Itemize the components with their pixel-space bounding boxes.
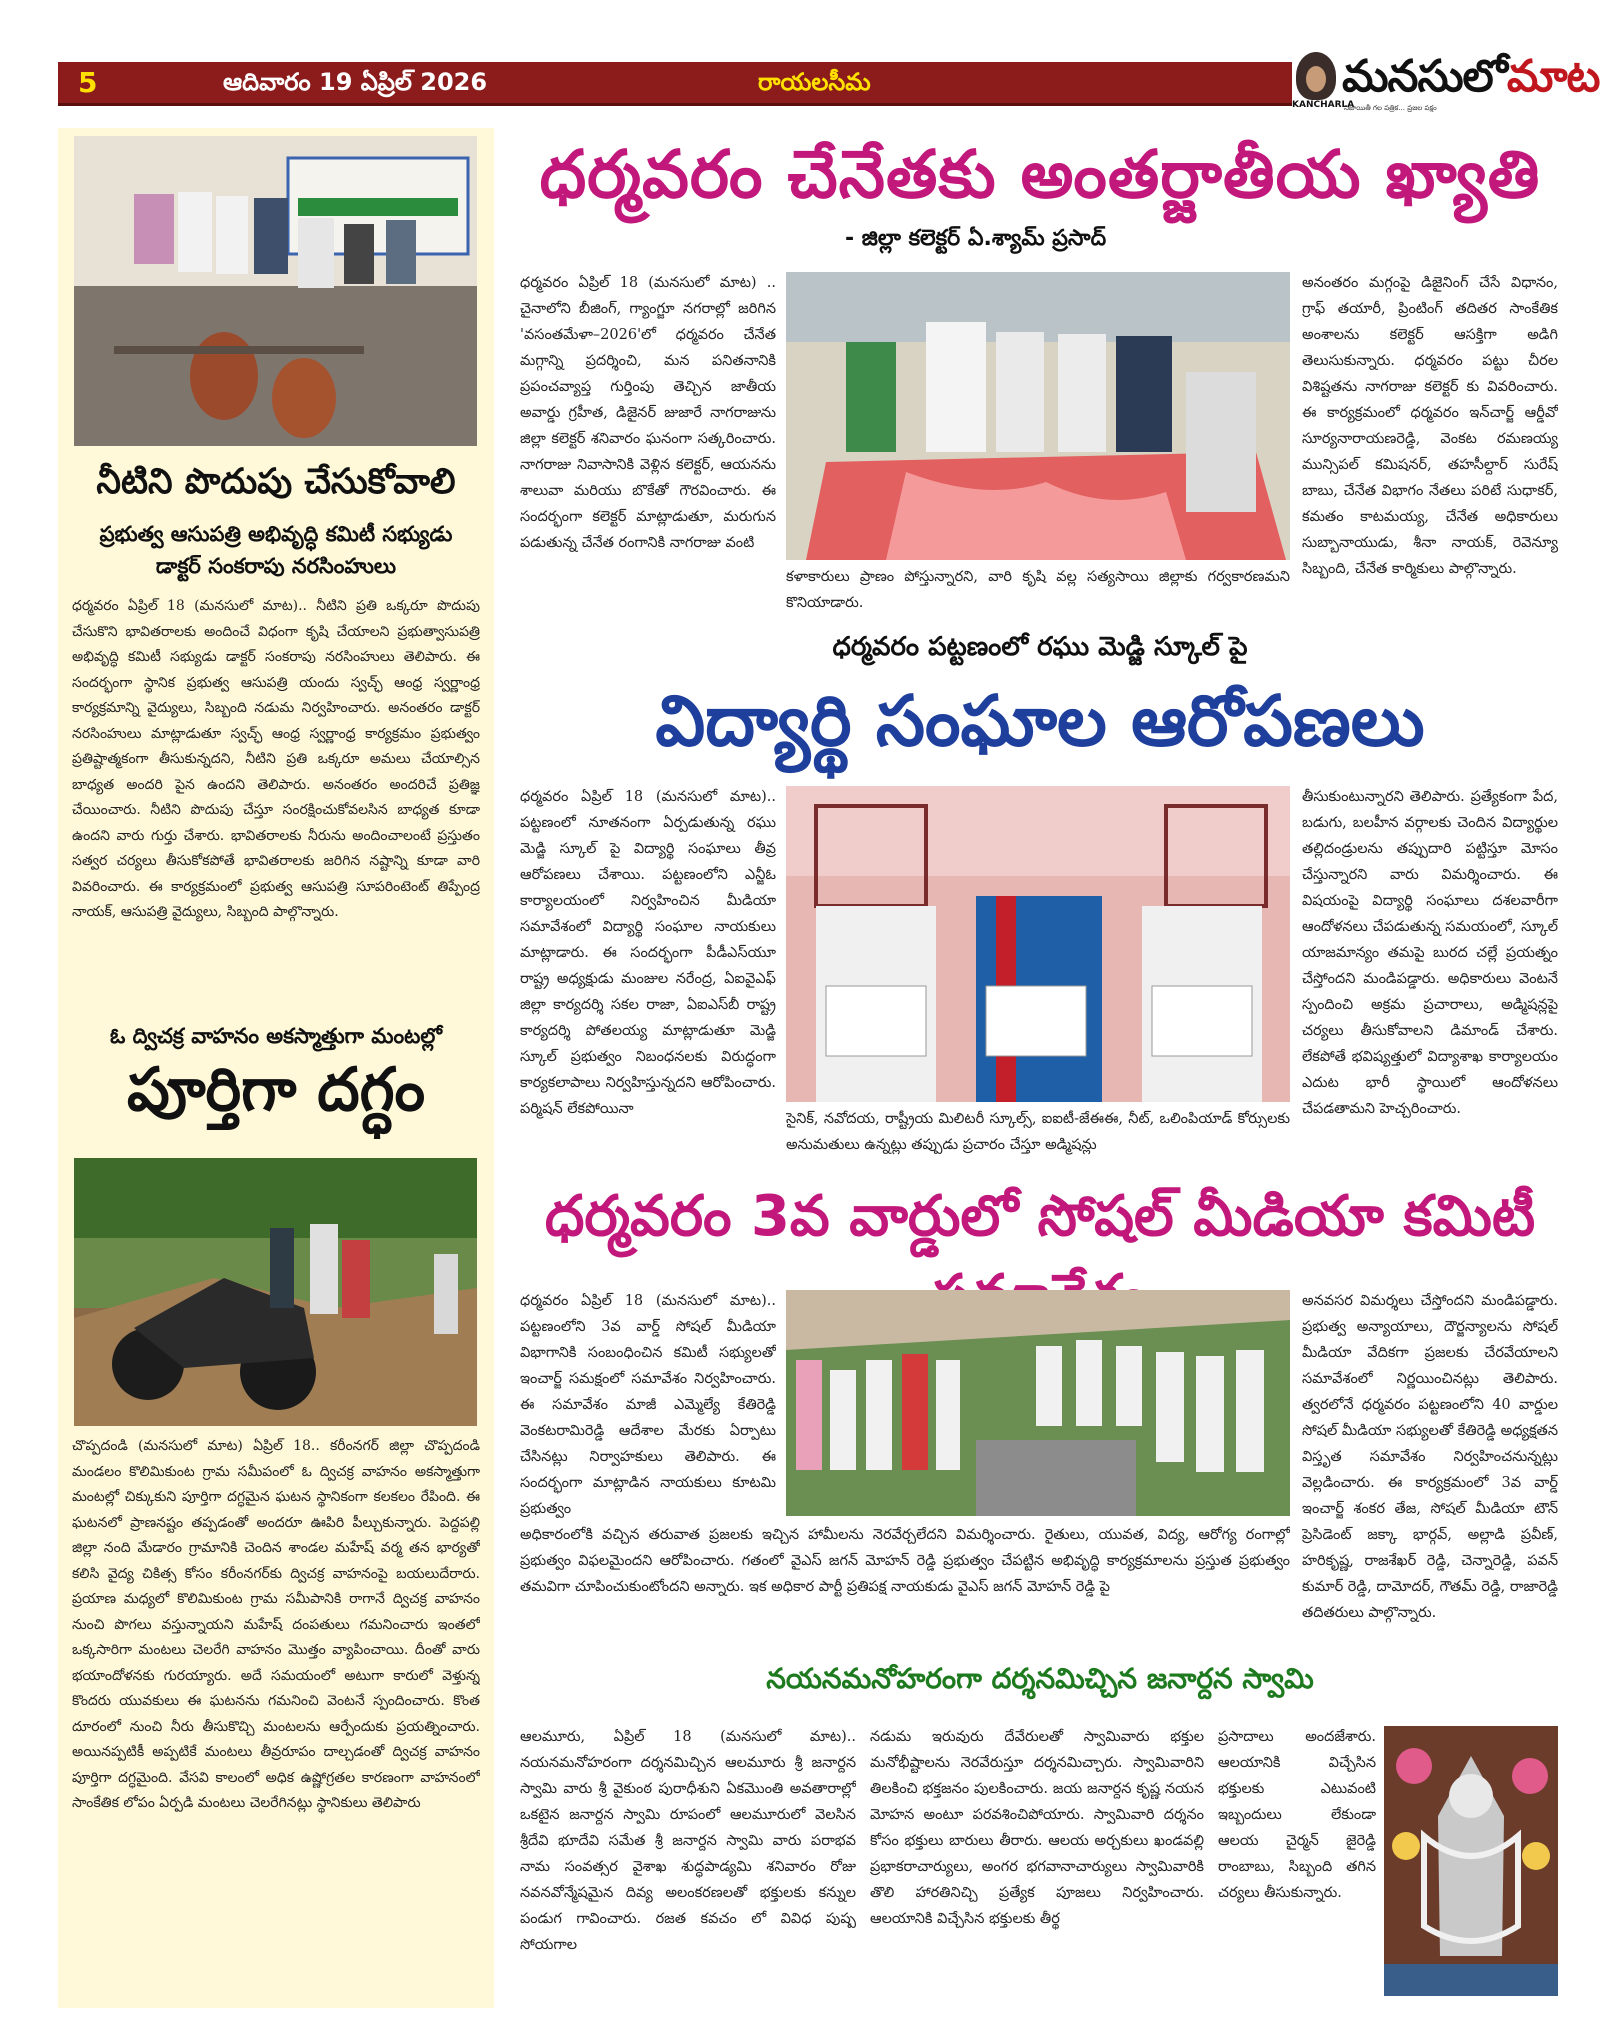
story1-headline: నీటిని పొదుపు చేసుకోవాలి (96, 462, 456, 502)
page-number: 5 (78, 66, 98, 99)
story-c-wide: అధికారంలోకి వచ్చిన తరువాత ప్రజలకు ఇచ్చిన హామీలను నెరవేర్చలేదని విమర్శించారు. రైతులు, యువత, విద్య, ఆరోగ్య రంగాల్లో ప్రభుత్వం విఫలమైందని ఆరోపించారు. గతంలో వైఎస్ జగన్ మోహన్ రెడ్డి ప్రభుత్వం చేపట్టిన అభివృద్ధి కార్యక్రమాలను ప్రస్తుత ప్రభుత్వం తమవిగా చూపించుకుంటోందని అన్నారు. ఇక అధికార పార్టీ ప్రతిపక్ష నాయకుడు వైఎస్ జగన్ మోహన్ రెడ్డి పై (520, 1527, 1290, 1595)
header-band (58, 62, 1298, 106)
story2-kicker: ఓ ద్విచక్ర వాహనం అకస్మాత్తుగా మంటల్లో (110, 1024, 442, 1048)
story-d-col3: ప్రసాదాలు అందజేశారు. ఆలయానికి విచ్చేసిన భక్తులకు ఎటువంటి ఇబ్బందులు లేకుండా ఆలయ చైర్మన్ జైరెడ్డి రాంబాబు, సిబ్బంది తగిన చర్యలు తీసుకున్నారు. (1218, 1729, 1376, 1901)
story-b-col1: ధర్మవరం ఏప్రిల్ 18 (మనసులో మాట).. పట్టణంలో నూతనంగా ఏర్పడుతున్న రఘు మెడ్జి స్కూల్ పై విద్యార్థి సంఘాలు తీవ్ర ఆరోపణలు చేశాయి. పట్టణంలోని ఎన్జీఓ కార్యాలయంలో నిర్వహించిన మీడియా సమావేశంలో విద్యార్థి సంఘాల నాయకులు మాట్లాడారు. ఈ సందర్భంగా పీడీఎస్‌యూ రాష్ట్ర అధ్యక్షుడు మంజుల నరేంద్ర, ఏఐవైఎఫ్ జిల్లా కార్యదర్శి సకల రాజా, ఏఐఎస్‌బీ రాష్ట్ర కార్యదర్శి పోతలయ్య మాట్లాడుతూ మెడ్జి స్కూల్ ప్రభుత్వం నిబంధనలకు విరుద్ధంగా కార్యకలాపాలు నిర్వహిస్తున్నదని ఆరోపించారు. పర్మిషన్ లేకపోయినా (520, 789, 776, 1117)
story2-body: చొప్పదండి (మనసులో మాట) ఏప్రిల్ 18.. కరీంనగర్ జిల్లా చొప్పదండి మండలం కొలిమికుంట గ్రామ సమీపంలో ఓ ద్విచక్ర వాహనం అకస్మాత్తుగా మంటల్లో చిక్కుకుని పూర్తిగా దగ్ధమైన ఘటన స్థానికంగా కలకలం రేపింది. ఈ ఘటనలో ప్రాణనష్టం తప్పడంతో అందరూ ఊపిరి పీల్చుకున్నారు. పెద్దపల్లి జిల్లా నంది మేడారం గ్రామానికి చెందిన శాండల మహేష్ వర్మ తన భార్యతో కలిసి వైద్య చికిత్స కోసం కరీంనగర్‌కు ద్విచక్ర వాహనంపై బయలుదేరారు. ప్రయాణ మధ్యలో కొలిమికుంట గ్రామ సమీపానికి రాగానే ద్విచక్ర వాహనం నుంచి పొగలు వస్తున్నాయని మహేష్ దంపతులు గమనించారు ఇంతలో ఒక్కసారిగా మంటలు చెలరేగి వాహనం మొత్తం వ్యాపించాయి. దీంతో వారు భయాందోళనకు గురయ్యారు. అదే సమయంలో అటుగా కారులో వెళ్తున్న కొందరు యువకులు ఈ ఘటనను గమనించి వెంటనే స్పందించారు. కొంత దూరంలో నుంచి నీరు తీసుకొచ్చి మంటలను ఆర్పేందుకు ప్రయత్నించారు. అయినప్పటికీ అప్పటికే మంటలు తీవ్రరూపం దాల్చడంతో ద్విచక్ర వాహనం పూర్తిగా దగ్ధమైంది. వేసవి కాలంలో అధిక ఉష్ణోగ్రతల కారణంగా వాహనంలో సాంకేతిక లోపం ఏర్పడి మంటలు చెలరేగినట్లు స్థానికులు తెలిపారు (72, 1438, 480, 1811)
janardhana-swamy-photo (1384, 1726, 1558, 1996)
burnt-bike-photo (74, 1158, 477, 1426)
story-b-col2: సైనిక్, నవోదయ, రాష్ట్రీయ మిలిటరీ స్కూల్స్, ఐఐటీ-జేఈఈ, నీట్, ఒలింపియాడ్ కోర్సులకు అనుమతులు ఉన్నట్లు తప్పుడు ప్రచారం చేస్తూ అడ్మిషన్లు (786, 1111, 1290, 1153)
story2-headline: పూర్తిగా దగ్ధం (126, 1055, 426, 1125)
story-a-col3: అనంతరం మగ్గంపై డిజైనింగ్ చేసే విధానం, గ్రాఫ్ తయారీ, ప్రింటింగ్ తదితర సాంకేతిక అంశాలను కలెక్టర్ ఆసక్తిగా అడిగి తెలుసుకున్నారు. ధర్మవరం పట్టు చీరల విశిష్టతను నాగరాజు కలెక్టర్ కు వివరించారు. ఈ కార్యక్రమంలో ధర్మవరం ఇన్‌చార్జ్ ఆర్డీవో సూర్యనారాయణరెడ్డి, వెంకట రమణయ్య మున్సిపల్ కమిషనర్, తహసీల్దార్ సురేష్ బాబు, చేనేత విభాగం నేతలు పరిటే సుధాకర్, కమతం కాటమయ్య, చేనేత అధికారులు సుబ్బానాయుడు, శీనా నాయక్, రెవెన్యూ సిబ్బంది, చేనేత కార్మికులు పాల్గొన్నారు. (1302, 275, 1558, 577)
student-unions-photo (786, 786, 1290, 1102)
story-a-col1: ధర్మవరం ఏప్రిల్ 18 (మనసులో మాట) .. చైనాలోని బీజింగ్, గ్యాంగ్జూ నగరాల్లో జరిగిన 'వసంతమేళా–2026'లో ధర్మవరం చేనేత మగ్గాన్ని ప్రదర్శించి, మన పనితనానికి ప్రపంచవ్యాప్త గుర్తింపు తెచ్చిన జాతీయ అవార్డు గ్రహీత, డిజైనర్ జుజారే నాగరాజును జిల్లా కలెక్టర్ శనివారం ఘనంగా సత్కరించారు. నాగరాజు నివాసానికి వెళ్లిన కలెక్టర్, ఆయనను శాలువా మరియు బొకేతో గౌరవించారు. ఈ సందర్భంగా కలెక్టర్ మాట్లాడుతూ, మరుగున పడుతున్న చేనేత రంగానికి నాగరాజు వంటి (520, 275, 776, 551)
story-b-col3: తీసుకుంటున్నారని తెలిపారు. ప్రత్యేకంగా పేద, బడుగు, బలహీన వర్గాలకు చెందిన విద్యార్థుల తల్లిదండ్రులను తప్పుదారి పట్టిస్తూ మోసం చేస్తున్నారని వారు విమర్శించారు. ఈ విషయంపై విద్యార్థి సంఘాలు దశలవారీగా ఆందోళనలు చేపడుతున్న సమయంలో, స్కూల్ యాజమాన్యం తమపై బురద చల్లే ప్రయత్నం చేస్తోందని మండిపడ్డారు. అధికారులు వెంటనే స్పందించి అక్రమ ప్రచారాలు, అడ్మిషన్లపై చర్యలు తీసుకోవాలని డిమాండ్ చేశారు. లేకపోతే భవిష్యత్తులో విద్యాశాఖ కార్యాలయం ఎదుట భారీ స్థాయిలో ఆందోళనలు చేపడతామని హెచ్చరించారు. (1302, 789, 1558, 1117)
story1-body: ధర్మవరం ఏప్రిల్ 18 (మనసులో మాట).. నీటిని ప్రతి ఒక్కరూ పొదుపు చేసుకొని భావితరాలకు అందించే విధంగా కృషి చేయాలని ప్రభుత్వాసుపత్రి అభివృద్ధి కమిటీ సభ్యుడు డాక్టర్ సంకరాపు నరసింహులు తెలిపారు. ఈ సందర్భంగా స్థానిక ప్రభుత్వ ఆసుపత్రి యందు స్వచ్ఛ్ ఆంధ్ర స్వర్ణాంధ్ర కార్యక్రమాన్ని వైద్యులు, సిబ్బంది నడుమ నిర్వహించారు. అనంతరం డాక్టర్ నరసింహులు మాట్లాడుతూ స్వచ్ఛ్ ఆంధ్ర స్వర్ణాంధ్ర కార్యక్రమం ప్రభుత్వం ప్రతిష్టాత్మకంగా తీసుకున్నదని, నీటిని ప్రతి ఒక్కరూ అమలు చేయాల్సిన బాధ్యత అందరి పైన ఉందని తెలిపారు. అనంతరం అందరిచే ప్రతిజ్ఞ చేయించారు. నీటిని పొదుపు చేస్తూ సంరక్షించుకోవలసిన బాధ్యత కూడా ఉందని వారు గుర్తు చేశారు. భావితరాలకు నీరును అందించాలంటే ప్రస్తుతం సత్వర చర్యలు తీసుకోకపోతే భావితరాలకు జరిగిన నష్టాన్ని కూడా వారి వివరించారు. ఈ కార్యక్రమంలో ప్రభుత్వ ఆసుపత్రి సూపరింటెంట్ తిప్పేంద్ర నాయక్, ఆసుపత్రి వైద్యులు, సిబ్బంది పాల్గొన్నారు. (72, 598, 480, 920)
story-a-byline: - జిల్లా కలెక్టర్ ఏ.శ్యామ్ ప్రసాద్ (845, 226, 1107, 251)
masthead-logo (1292, 50, 1600, 114)
region-label: రాయలసీమ (758, 68, 871, 96)
issue-date: ఆదివారం 19 ఏప్రిల్ 2026 (223, 68, 488, 96)
hospital-photo-illustration (74, 136, 477, 446)
hospital-event-photo (74, 136, 477, 446)
story-d-col2: నడుమ ఇరువురు దేవేరులతో స్వామివారు భక్తుల మనోభీష్టాలను నెరవేరుస్తూ దర్శనమిచ్చారు. స్వామివారిని తిలకించి భక్తజనం పులకించారు. జయ జనార్దన కృష్ణ నయన మోహన అంటూ పరవశించిపోయారు. స్వామివారి దర్శనం కోసం భక్తులు బారులు తీరారు. ఆలయ అర్చకులు ఖండవల్లి ప్రభాకరాచార్యులు, అంగర భగవానాచార్యులు స్వామివారికి తొలి హారతినిచ్చి ప్రత్యేక పూజలు నిర్వహించారు. ఆలయానికి విచ్చేసిన భక్తులకు తీర్థ (870, 1729, 1204, 1927)
story-b-headline: విద్యార్థి సంఘాల ఆరోపణలు (655, 680, 1425, 762)
masthead-part-b: మాట (1506, 51, 1600, 102)
collector-photo-illustration (786, 272, 1290, 560)
founder-portrait-icon (1296, 52, 1336, 100)
social-media-meeting-photo (786, 1290, 1290, 1516)
story-d-headline: నయనమనోహరంగా దర్శనమిచ్చిన జనార్దన స్వామి (766, 1662, 1314, 1695)
story-c-col3: అనవసర విమర్శలు చేస్తోందని మండిపడ్డారు. ప్రభుత్వ అన్యాయాలు, దౌర్జన్యాలను సోషల్ మీడియా వేదికగా ప్రజలకు చేరవేయాలని సమావేశంలో నిర్ణయించినట్లు తెలిపారు. త్వరలోనే ధర్మవరం పట్టణంలోని 40 వార్డుల సోషల్ మీడియా సభ్యులతో కేతిరెడ్డి అధ్యక్షతన విస్తృత సమావేశం నిర్వహించనున్నట్లు వెల్లడించారు. ఈ కార్యక్రమంలో 3వ వార్డ్ ఇంచార్జ్ శంకర తేజ, సోషల్ మీడియా టౌన్ ప్రెసిడెంట్ జక్కా భార్గవ్, అల్లాడి ప్రవీణ్, హరికృష్ణ, రాజశేఖర్ రెడ్డి, చెన్నారెడ్డి, పవన్ కుమార్ రెడ్డి, దామోదర్, గౌతమ్ రెడ్డి, రాజారెడ్డి తదితరులు పాల్గొన్నారు. (1302, 1293, 1558, 1621)
story-d-col1: ఆలమూరు, ఏప్రిల్ 18 (మనసులో మాట).. నయనమనోహరంగా దర్శనమిచ్చిన ఆలమూరు శ్రీ జనార్దన స్వామి వారు శ్రీ వైకుంఠ పురాధీశుని ఏకమొంతి అవతారాల్లో ఒకటైన జనార్దన స్వామి రూపంలో ఆలమూరులో వెలసిన శ్రీదేవి భూదేవి సమేత శ్రీ జనార్దన స్వామి వారు పరాభవ నామ సంవత్సర వైశాఖ శుద్ధపాడ్యమి శనివారం రోజు నవనవోన్మేషమైన దివ్య అలంకరణలతో భక్తులకు కన్నుల పండుగ గావించారు. రజత కవచం లో వివిధ పుష్ప సోయగాల (520, 1729, 856, 1953)
story-c-col1: ధర్మవరం ఏప్రిల్ 18 (మనసులో మాట).. పట్టణంలోని 3వ వార్డ్ సోషల్ మీడియా విభాగానికి సంబంధించిన కమిటీ సభ్యులతో ఇంచార్జ్ సమక్షంలో సమావేశం నిర్వహించారు. ఈ సమావేశం మాజీ ఎమ్మెల్యే కేతిరెడ్డి వెంకటరామిరెడ్డి ఆదేశాల మేరకు ఏర్పాటు చేసినట్లు నిర్వాహకులు తెలిపారు. ఈ సందర్భంగా మాట్లాడిన నాయకులు కూటమి ప్రభుత్వం (520, 1293, 776, 1517)
story-a-headline: ధర్మవరం చేనేతకు అంతర్జాతీయ ఖ్యాతి (539, 136, 1541, 213)
story-c-headline: ధర్మవరం 3వ వార్డులో సోషల్ మీడియా కమిటీ (544, 1184, 1536, 1249)
masthead-wordmark (1342, 50, 1599, 104)
masthead-credit: KANCHARLA (1292, 100, 1355, 110)
deity-photo-illustration (1384, 1726, 1558, 1996)
meeting-photo-illustration (786, 1290, 1290, 1516)
story-b-kicker: ధర్మవరం పట్టణంలో రఘు మెడ్జి స్కూల్ పై (832, 632, 1248, 662)
masthead-part-a: మనసులో (1342, 51, 1507, 102)
collector-felicitation-photo (786, 272, 1290, 560)
story-a-col2: కళాకారులు ప్రాణం పోస్తున్నారని, వారి కృషి వల్ల సత్యసాయి జిల్లాకు గర్వకారణమని కొనియాడారు. (786, 569, 1290, 611)
student-unions-illustration (786, 786, 1290, 1102)
bike-photo-illustration (74, 1158, 477, 1426)
story1-subheadline: ప్రభుత్వ ఆసుపత్రి అభివృద్ధి కమిటీ సభ్యుడు డాక్టర్ సంకరాపు నరసింహులు (99, 522, 453, 578)
masthead-tagline: నిజాయితీ గల పత్రిక... ప్రజల పక్షం (1344, 104, 1437, 112)
